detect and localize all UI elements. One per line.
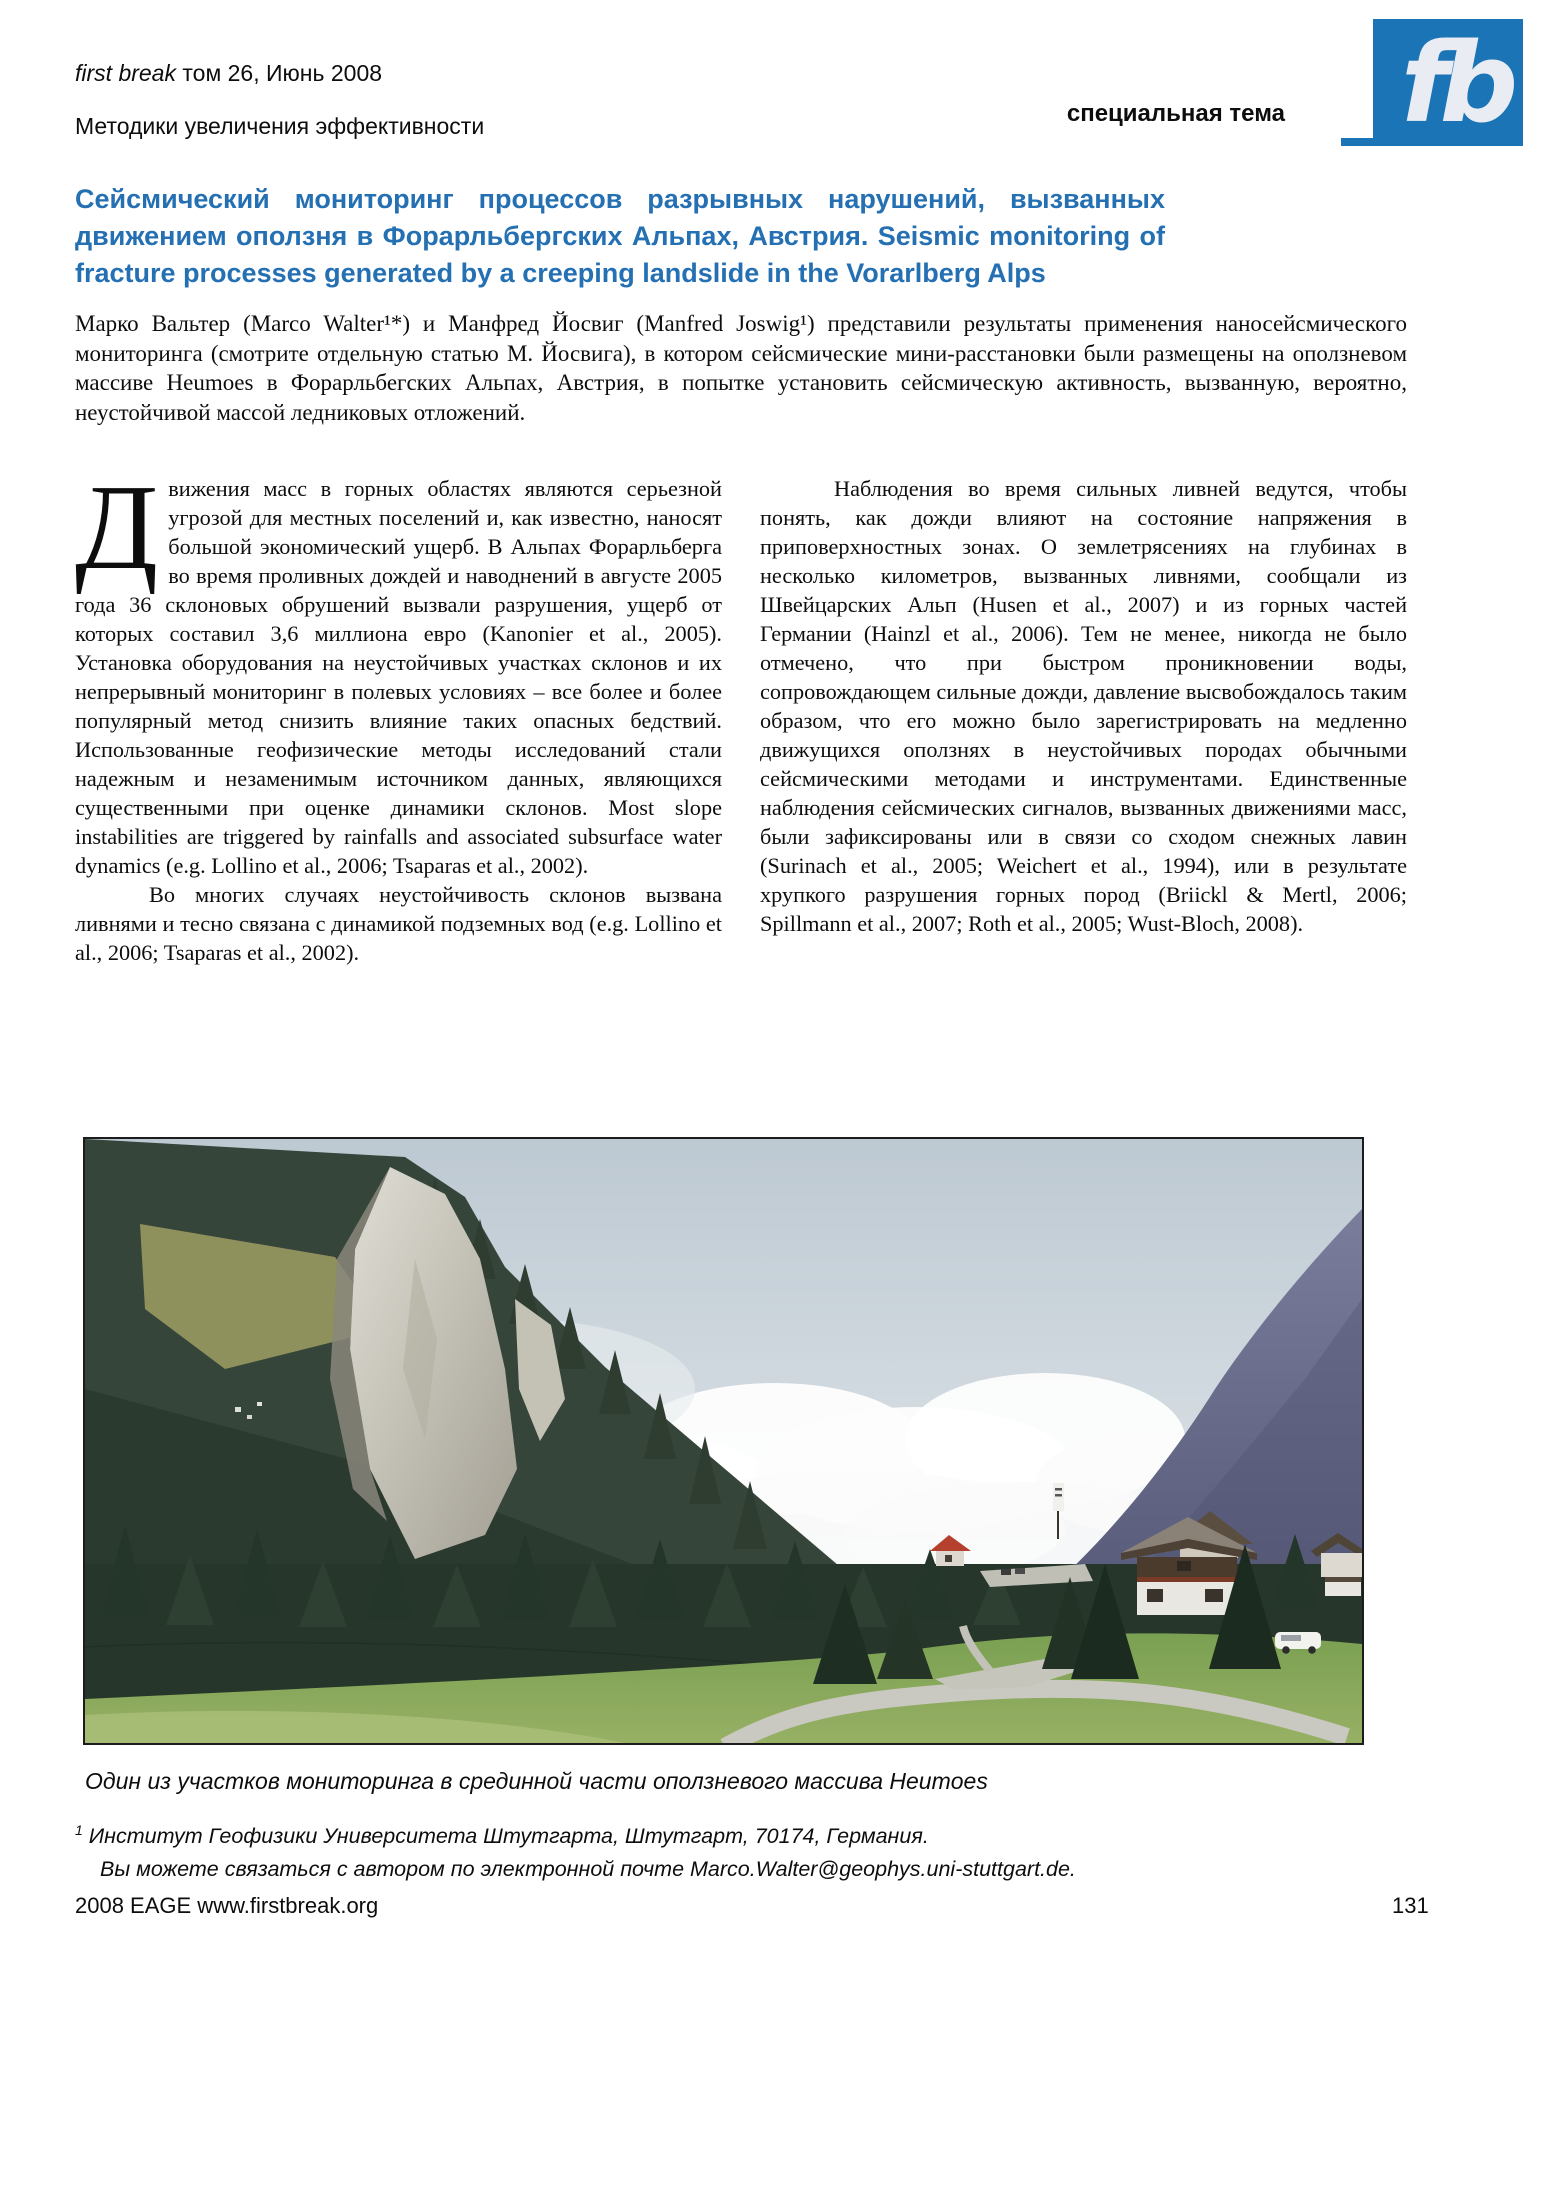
logo-underline-bar <box>1341 138 1375 146</box>
footnote-affiliation: Институт Геофизики Университета Штутгарта, Штутгарт, 70174, Германия. <box>88 1824 929 1849</box>
footnote-line-2 <box>75 1853 1076 1886</box>
drop-cap: Д <box>75 460 159 595</box>
article-title: Сейсмический мониторинг процессов разрывных нарушений, вызванных движением оползня в Форарльбергских Альпах, Австрия. Seismic monitoring of fracture processes generated by a creeping landslide in the Vorarlberg Alps <box>75 184 1165 288</box>
paragraph: Наблюдения во время сильных ливней ведутся, чтобы понять, как дожди влияют на состояние напряжения в приповерхностных зонах. О землетрясениях на глубинах в несколько километров, вызванных ливнями, сообщали из Швейцарских Альп (Husen et al., 2007) и из горных частей Германии (Hainzl et al., 2006). Тем не менее, никогда не было отмечено, что при быстром проникновении воды, сопровождающем сильные дожди, давление высвобождалось таким образом, что его можно было зарегистрировать на медленно движущихся оползнях в неустойчивых породах обычными сейсмическими методами и инструментами. Единственные наблюдения сейсмических сигналов, вызванных движениями масс, были зафиксированы или в связи со сходом снежных лавин (Surinach et al., 2005; Weichert et al., 1994), или в результате хрупкого разрушения горных пород (Briickl & Mertl, 2006; Spillmann et al., 2007; Roth et al., 2005; Wust-Bloch, 2008). <box>760 476 1407 936</box>
fb-logo-text: fb <box>1400 19 1510 146</box>
footer-credit: 2008 EAGE www.firstbreak.org <box>75 1893 379 1918</box>
body-right-column <box>760 474 1407 967</box>
article-abstract: Марко Вальтер (Marco Walter¹*) и Манфред Йосвиг (Manfred Joswig¹) представили результаты применения наносейсмического мониторинга (смотрите отдельную статью М. Йосвига), в котором сейсмические мини-расстановки были размещены на оползневом массиве Heumoes в Форарльбегских Альпах, Австрия, в попытке установить сейсмическую активность, вызванную, вероятно, неустойчивой массой ледниковых отложений. <box>75 311 1407 425</box>
paragraph-lead-text: вижения масс в горных областях являются серьезной угрозой для местных поселений и, как известно, наносят большой экономический ущерб. В Альпах Форарльберга во время проливных дождей и наводнений в августе 2005 года 36 склоновых обрушений вызвали разрушения, ущерб от которых составил 3,6 миллиона евро (Kanonier et al., 2005). Установка оборудования на неустойчивых участках склонов и их непрерывный мониторинг в полевых условиях – все более и более популярный метод снизить влияние таких опасных бедствий. Использованные геофизические методы исследований стали надежным и незаменимым источником данных, являющихся существенными при оценке динамики склонов. Most slope instabilities are triggered by rainfalls and associated subsurface water dynamics (e.g. Lollino et al., 2006; Tsaparas et al., 2002). <box>75 476 722 878</box>
landscape-photo-art <box>85 1139 1362 1743</box>
landscape-photo <box>83 1137 1364 1745</box>
special-topic-label: специальная тема <box>1066 100 1285 127</box>
issue-info: том 26, Июнь 2008 <box>175 60 383 86</box>
figure-caption: Один из участков мониторинга в срединной части оползневого массива Heumoes <box>85 1768 988 1794</box>
article-body <box>75 460 1407 967</box>
fb-logo-glyphs <box>1373 19 1523 146</box>
paragraph: Во многих случаях неустойчивость склонов вызвана ливнями и тесно связана с динамикой подземных вод (e.g. Lollino et al., 2006; Tsaparas et al., 2002). <box>75 882 722 965</box>
footnote-marker: 1 <box>75 1822 83 1838</box>
footnote-contact: Вы можете связаться с автором по электронной почте Marco.Walter@geophys.uni-stuttgart.de. <box>100 1857 1076 1882</box>
footnote <box>75 1814 1076 1886</box>
page-number: 131 <box>1392 1893 1429 1918</box>
section-category: Методики увеличения эффективности <box>75 113 485 139</box>
firstbreak-logo <box>1373 19 1523 146</box>
journal-issue-line <box>75 60 382 87</box>
body-left-column <box>75 460 722 967</box>
journal-name: first break <box>75 60 176 86</box>
paragraph-lead <box>75 460 722 880</box>
footnote-line-1 <box>75 1814 1076 1853</box>
